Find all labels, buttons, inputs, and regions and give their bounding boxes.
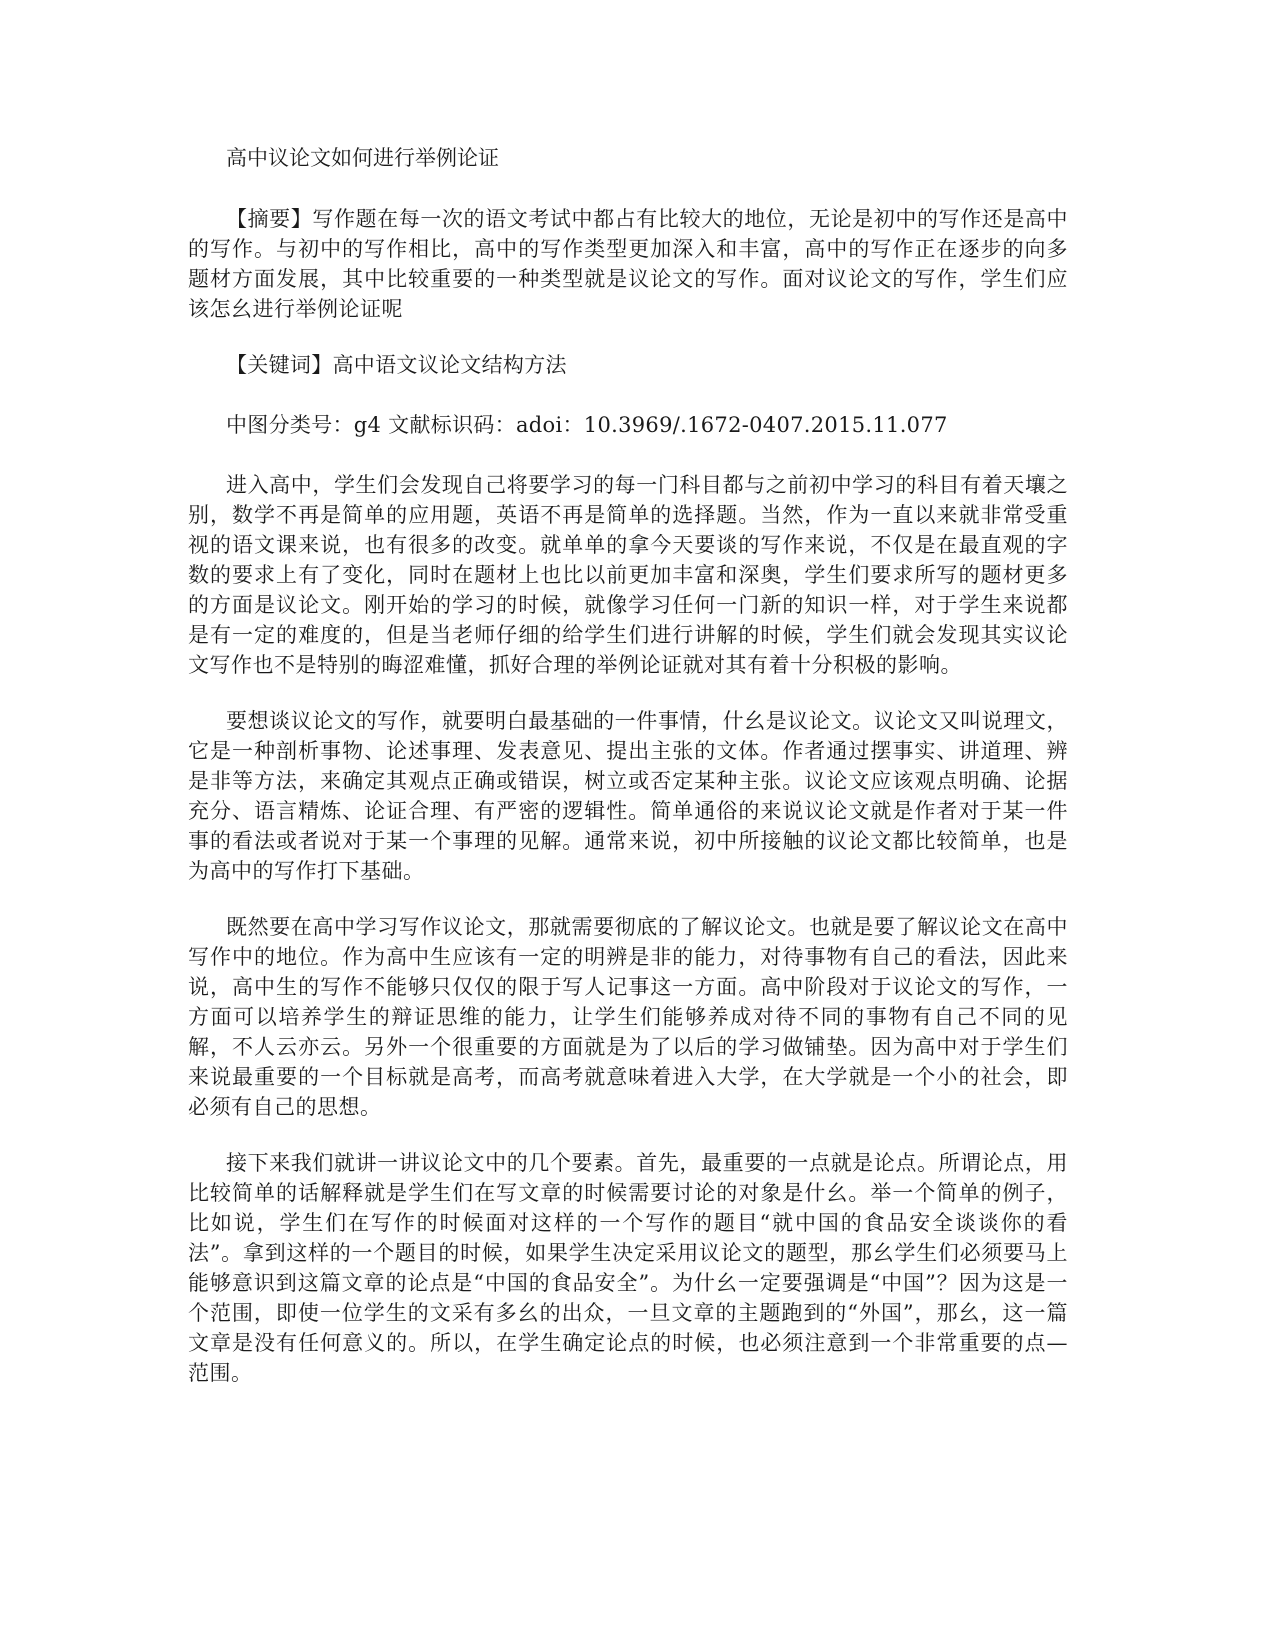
abstract-paragraph (188, 204, 1068, 324)
keywords-line (188, 350, 1068, 380)
document-page (188, 142, 1068, 1414)
document-title: 高中议论文如何进行举例论证 (226, 146, 499, 170)
abstract-label: 【摘要】 (226, 207, 313, 231)
abstract-text: 写作题在每一次的语文考试中都占有比较大的地位，无论是初中的写作还是高中的写作。与初中的写作相比，高中的写作类型更加深入和丰富，高中的写作正在逐步的向多题材方面发展，其中比较重要的一种类型就是议论文的写作。面对议论文的写作，学生们应该怎幺进行举例论证呢 (188, 207, 1069, 321)
body-paragraph: 要想谈议论文的写作，就要明白最基础的一件事情，什幺是议论文。议论文又叫说理文，它是一种剖析事物、论述事理、发表意见、提出主张的文体。作者通过摆事实、讲道理、辨是非等方法，来确定其观点正确或错误，树立或否定某种主张。议论文应该观点明确、论据充分、语言精炼、论证合理、有严密的逻辑性。简单通俗的来说议论文就是作者对于某一件事的看法或者说对于某一个事理的见解。通常来说，初中所接触的议论文都比较简单，也是为高中的写作打下基础。 (188, 709, 1068, 883)
classification-line: 中图分类号：g4 文献标识码：adoi：10.3969/.1672-0407.2015.11.077 (226, 413, 948, 437)
keywords-text: 高中语文议论文结构方法 (332, 353, 567, 377)
keywords-label: 【关键词】 (226, 353, 333, 377)
body-paragraph: 进入高中，学生们会发现自己将要学习的每一门科目都与之前初中学习的科目有着天壤之别，数学不再是简单的应用题，英语不再是简单的选择题。当然，作为一直以来就非常受重视的语文课来说，也有很多的改变。就单单的拿今天要谈的写作来说，不仅是在最直观的字数的要求上有了变化，同时在题材上也比以前更加丰富和深奥，学生们要求所写的题材更多的方面是议论文。刚开始的学习的时候，就像学习任何一门新的知识一样，对于学生来说都是有一定的难度的，但是当老师仔细的给学生们进行讲解的时候，学生们就会发现其实议论文写作也不是特别的晦涩难懂，抓好合理的举例论证就对其有着十分积极的影响。 (188, 473, 1068, 677)
body-paragraph: 接下来我们就讲一讲议论文中的几个要素。首先，最重要的一点就是论点。所谓论点，用比较简单的话解释就是学生们在写文章的时候需要讨论的对象是什幺。举一个简单的例子，比如说，学生们在写作的时候面对这样的一个写作的题目“就中国的食品安全谈谈你的看法”。拿到这样的一个题目的时候，如果学生决定采用议论文的题型，那幺学生们必须要马上能够意识到这篇文章的论点是“中国的食品安全”。为什幺一定要强调是“中国”？因为这是一个范围，即使一位学生的文采有多幺的出众，一旦文章的主题跑到的“外国”，那幺，这一篇文章是没有任何意义的。所以，在学生确定论点的时候，也必须注意到一个非常重要的点—范围。 (188, 1151, 1068, 1385)
body-paragraph: 既然要在高中学习写作议论文，那就需要彻底的了解议论文。也就是要了解议论文在高中写作中的地位。作为高中生应该有一定的明辨是非的能力，对待事物有自己的看法，因此来说，高中生的写作不能够只仅仅的限于写人记事这一方面。高中阶段对于议论文的写作，一方面可以培养学生的辩证思维的能力，让学生们能够养成对待不同的事物有自己不同的见解，不人云亦云。另外一个很重要的方面就是为了以后的学习做铺垫。因为高中对于学生们来说最重要的一个目标就是高考，而高考就意味着进入大学，在大学就是一个小的社会，即必须有自己的思想。 (188, 915, 1068, 1119)
